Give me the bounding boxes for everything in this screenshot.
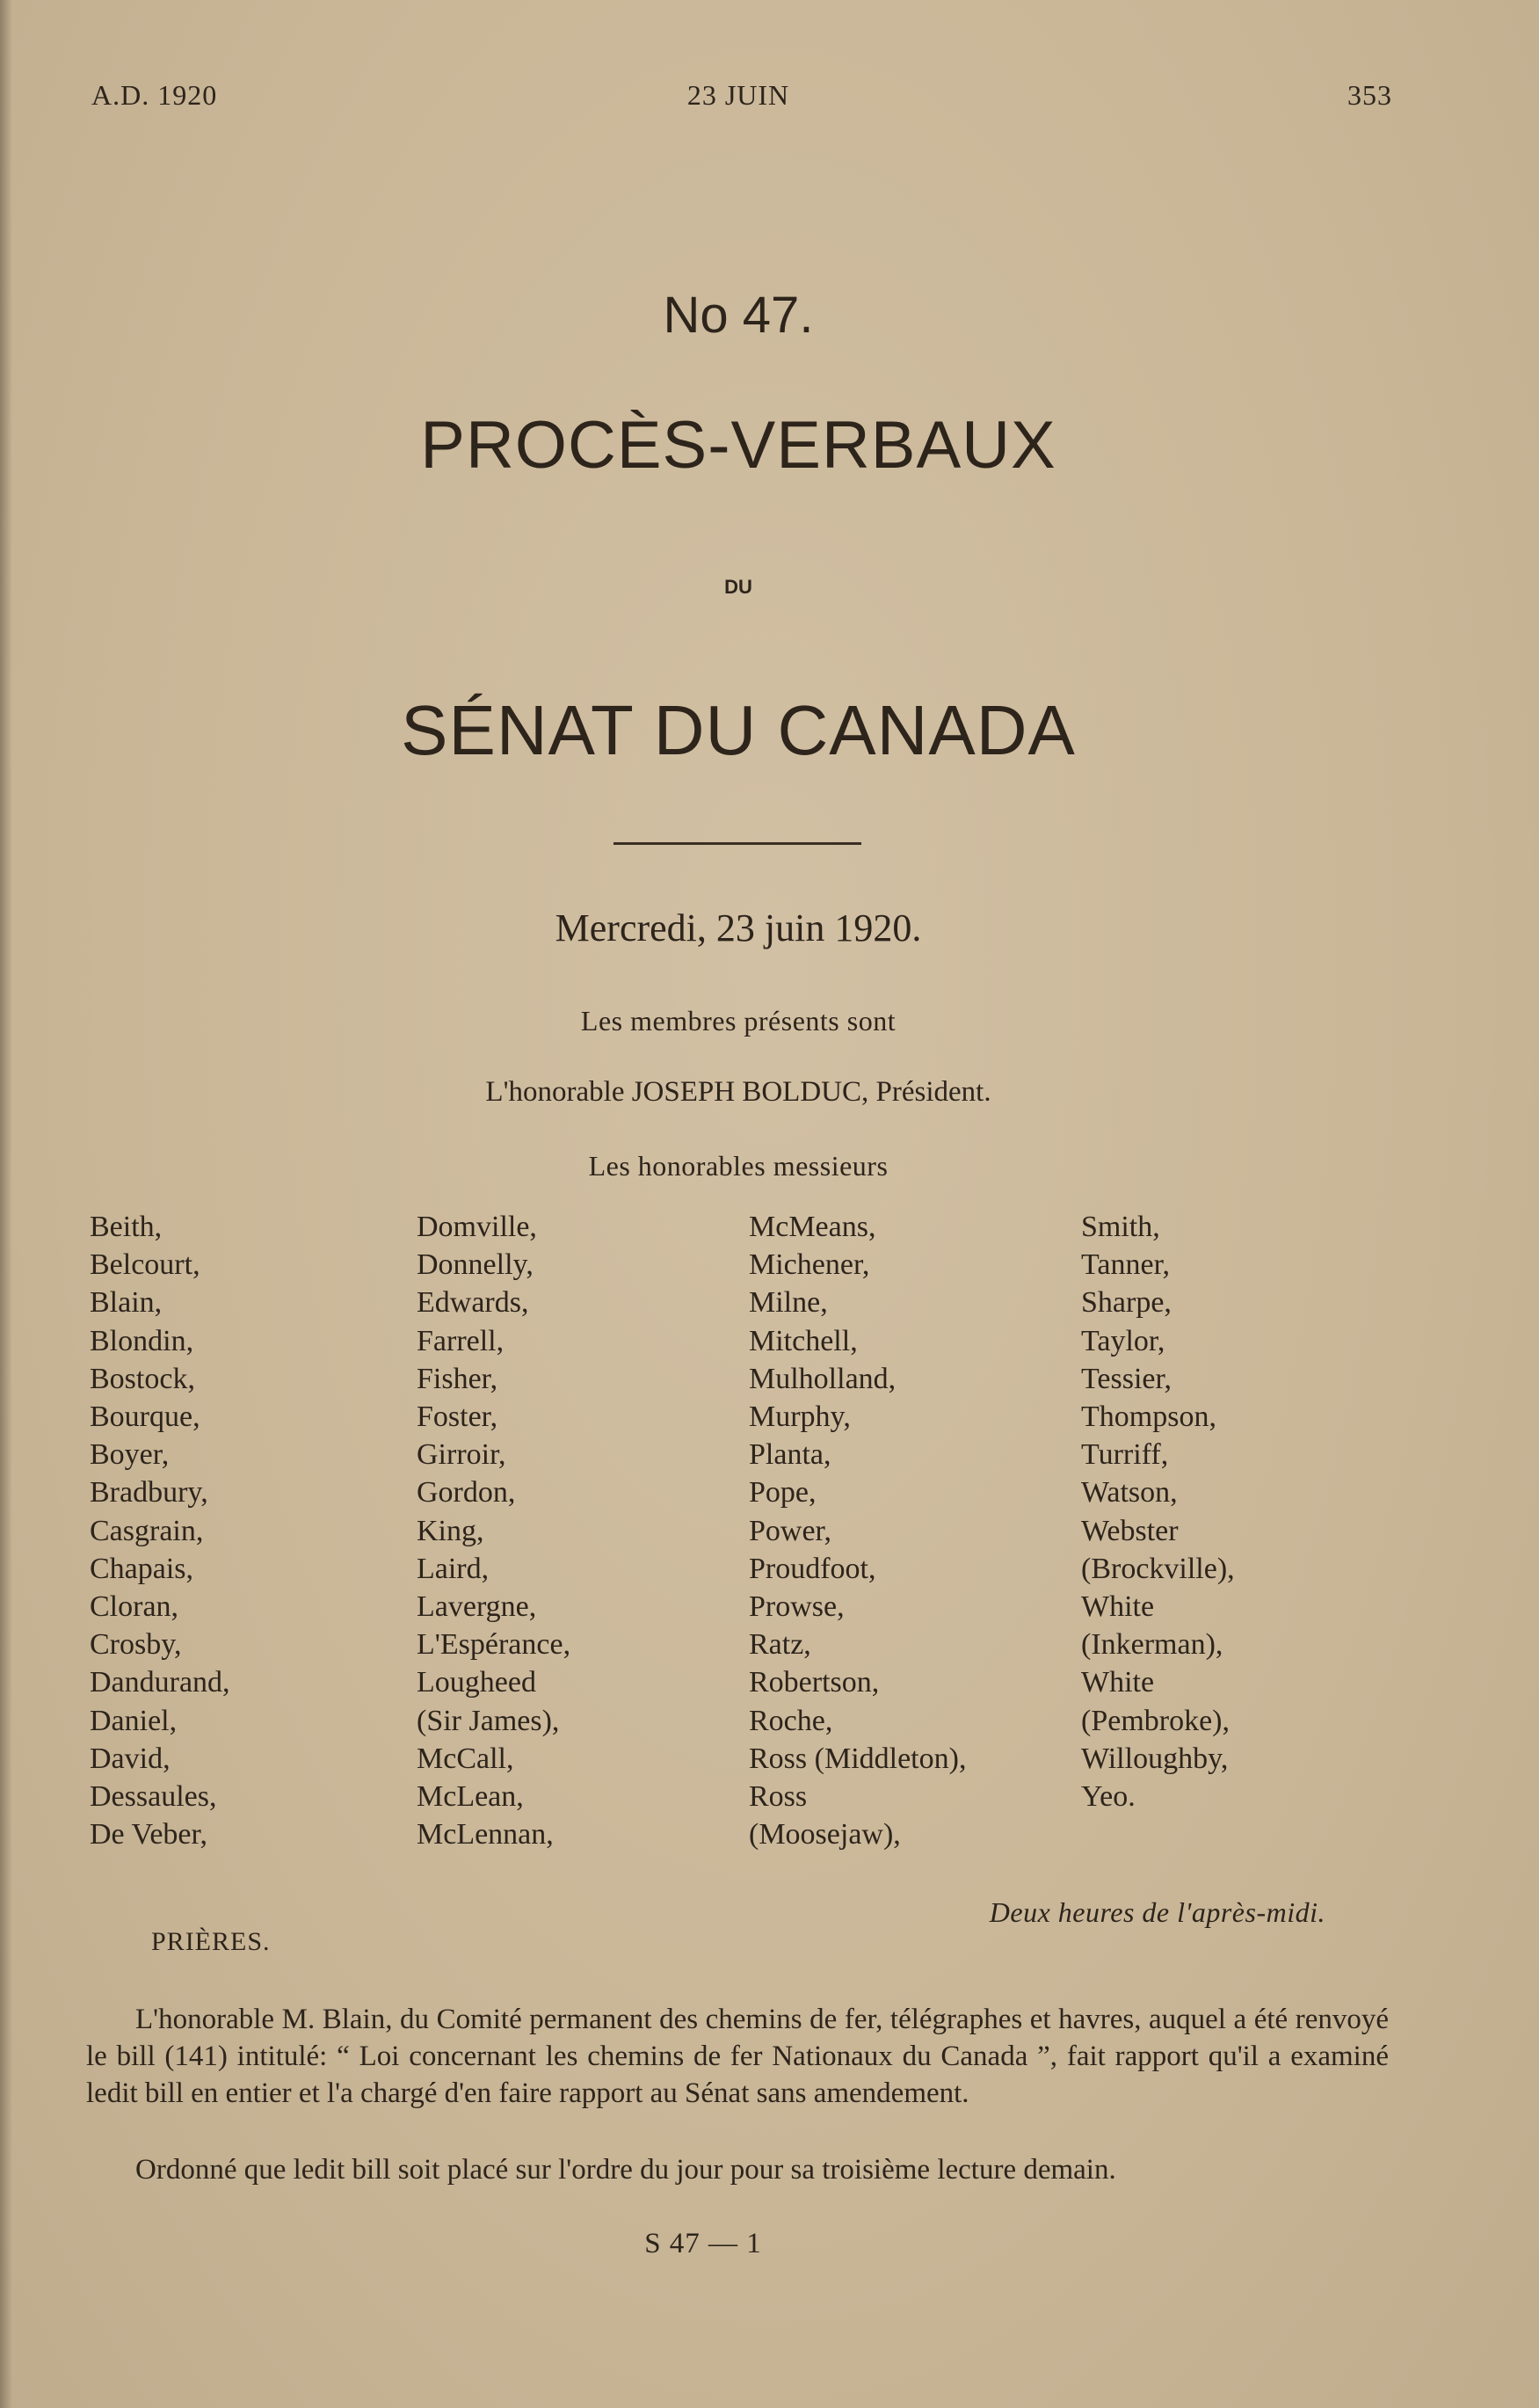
senator-name: McCall,: [417, 1742, 514, 1775]
title-du: DU: [724, 576, 752, 598]
issue-number: No 47.: [663, 287, 814, 344]
title-proces-verbaux: PROCÈS-VERBAUX: [420, 408, 1056, 483]
senator-name: Willoughby,: [1081, 1742, 1229, 1775]
senator-name: Edwards,: [417, 1286, 529, 1320]
senator-name: Girroir,: [417, 1438, 506, 1472]
running-head-year: A.D. 1920: [91, 79, 218, 111]
senator-column-1: [90, 1208, 424, 1853]
senator-name: Taylor,: [1081, 1324, 1165, 1357]
senator-name: De Veber,: [90, 1818, 207, 1851]
signature-mark: S 47 — 1: [644, 2228, 762, 2259]
prayers-heading: PRIÈRES.: [151, 1927, 271, 1956]
senator-name: Proudfoot,: [749, 1552, 876, 1585]
senator-name: McLennan,: [417, 1818, 554, 1851]
senator-name: Ross: [749, 1780, 808, 1814]
senator-name: Cloran,: [90, 1590, 179, 1624]
senator-name: Gordon,: [417, 1476, 516, 1510]
senator-name: Webster: [1081, 1514, 1179, 1547]
senator-name: Pope,: [749, 1476, 817, 1510]
senator-name: (Brockville),: [1081, 1552, 1235, 1585]
senator-name: Casgrain,: [90, 1514, 204, 1547]
senator-name: Roche,: [749, 1704, 833, 1737]
senator-name: (Sir James),: [417, 1704, 560, 1737]
senator-name: Bradbury,: [90, 1476, 208, 1510]
senator-name: Blain,: [90, 1286, 163, 1320]
senator-name: Domville,: [417, 1211, 537, 1243]
senator-name: Belcourt,: [90, 1248, 200, 1282]
senator-name: (Moosejaw),: [749, 1818, 901, 1851]
senator-name: Foster,: [417, 1400, 498, 1434]
running-head-date: 23 JUIN: [686, 79, 790, 111]
senator-name: Yeo.: [1081, 1780, 1136, 1814]
senator-name: Power,: [749, 1514, 832, 1547]
order-paragraph: Ordonné que ledit bill soit placé sur l'ordre du jour pour sa troisième lecture demain.: [135, 2154, 1116, 2186]
senator-name: White: [1081, 1666, 1155, 1699]
senator-name: Ross (Middleton),: [749, 1742, 967, 1775]
senator-name: Smith,: [1081, 1211, 1160, 1243]
senator-name: Robertson,: [749, 1666, 880, 1699]
president-line: L'honorable JOSEPH BOLDUC, Président.: [485, 1076, 991, 1108]
sitting-date: Mercredi, 23 juin 1920.: [555, 906, 922, 949]
senator-name: Lougheed: [417, 1666, 536, 1699]
senator-name: Chapais,: [90, 1552, 194, 1585]
page-number: 353: [1347, 79, 1392, 111]
senator-name: Tanner,: [1081, 1248, 1171, 1282]
senator-name: Lavergne,: [417, 1590, 537, 1624]
senator-name: Boyer,: [90, 1438, 170, 1472]
senator-column-4: [1081, 1208, 1415, 1815]
report-paragraph: L'honorable M. Blain, du Comité permanent des chemins de fer, télégraphes et havres, auquel a été renvoyé le bill (141) intitulé: “ Loi concernant les chemins de fer Nationaux du Canada ”, fait rapport qu'il a examiné ledit bill en entier et l'a chargé d'en faire rapport au Sénat sans amendement.: [86, 2004, 1389, 2109]
senator-name: King,: [417, 1514, 484, 1547]
honorables-intro: Les honorables messieurs: [588, 1150, 889, 1182]
senator-name: Mulholland,: [749, 1362, 897, 1395]
senator-column-3: [749, 1208, 1083, 1853]
senator-name: L'Espérance,: [417, 1628, 571, 1662]
senator-name: Murphy,: [749, 1400, 851, 1434]
senator-name: Turriff,: [1081, 1438, 1169, 1472]
senator-name: McMeans,: [749, 1211, 876, 1243]
senator-name: Fisher,: [417, 1362, 498, 1395]
senator-name: Ratz,: [749, 1628, 811, 1662]
senator-name: Michener,: [749, 1248, 870, 1282]
senator-name: Bourque,: [90, 1400, 200, 1434]
senator-name: Tessier,: [1081, 1362, 1172, 1395]
senator-name: Thompson,: [1081, 1400, 1216, 1434]
senator-name: Blondin,: [90, 1324, 194, 1357]
senator-name: Planta,: [749, 1438, 831, 1472]
senator-name: Daniel,: [90, 1704, 178, 1737]
senator-name: White: [1081, 1590, 1155, 1624]
senator-name: Sharpe,: [1081, 1286, 1172, 1320]
members-intro: Les membres présents sont: [580, 1005, 897, 1037]
divider-rule: [613, 842, 861, 845]
senator-name: Milne,: [749, 1286, 828, 1320]
senator-name: (Inkerman),: [1081, 1628, 1223, 1662]
senator-name: McLean,: [417, 1780, 524, 1814]
senator-name: Crosby,: [90, 1628, 182, 1662]
senator-name: David,: [90, 1742, 171, 1775]
senator-name: (Pembroke),: [1081, 1704, 1230, 1737]
senator-name: Farrell,: [417, 1324, 505, 1357]
senator-column-2: [417, 1208, 751, 1853]
senator-name: Prowse,: [749, 1590, 845, 1624]
senator-name: Watson,: [1081, 1476, 1178, 1510]
title-senat: SÉNAT DU CANADA: [401, 691, 1076, 769]
senator-name: Beith,: [90, 1211, 163, 1243]
senator-name: Dandurand,: [90, 1666, 230, 1699]
senator-name: Mitchell,: [749, 1324, 858, 1357]
senator-name: Dessaules,: [90, 1780, 217, 1814]
senator-name: Laird,: [417, 1552, 490, 1585]
sitting-time: Deux heures de l'après-midi.: [989, 1896, 1325, 1928]
senator-name: Donnelly,: [417, 1248, 534, 1282]
senator-name: Bostock,: [90, 1362, 195, 1395]
